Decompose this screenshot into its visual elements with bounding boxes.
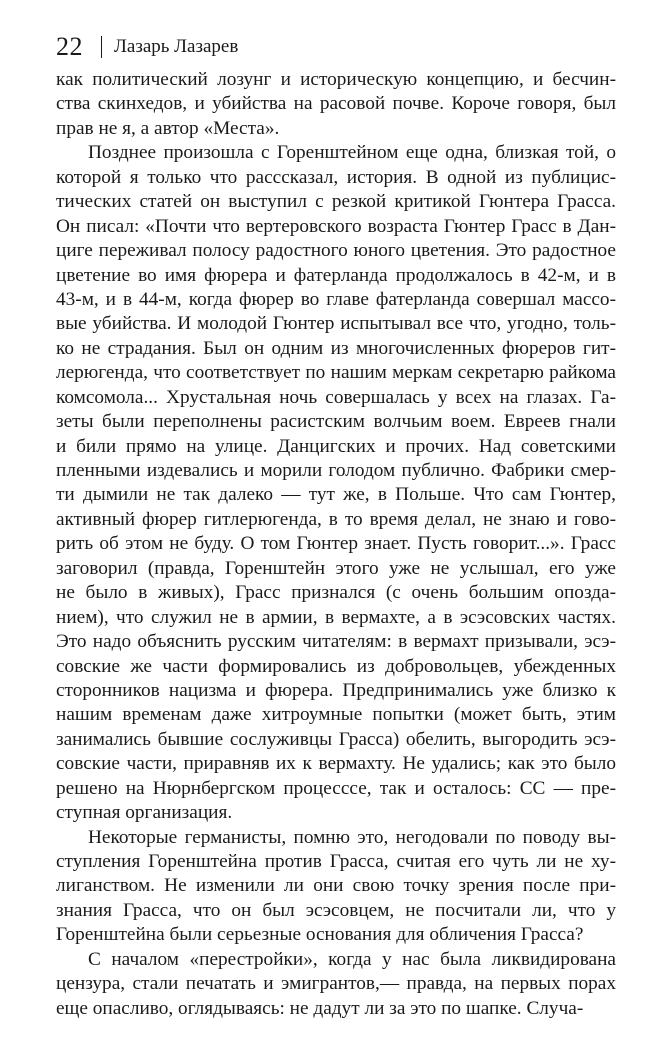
text-line: цензура, стали печатать и эмигрантов,— правда, на первых порах [56, 973, 616, 995]
running-head: Лазарь Лазарев [114, 36, 239, 57]
header-divider [101, 36, 102, 58]
text-line: Это надо объяснить русским читателям: в вермахт призывали, эсэ- [56, 631, 616, 653]
text-line: как политический лозунг и историческую концепцию, и бесчин- [56, 69, 616, 90]
text-line: С началом «перестройки», когда у нас была ликвидирована [88, 948, 616, 970]
text-line: вые убийства. И молодой Гюнтер испытывал все что, угодно, толь- [56, 313, 616, 335]
text-line: Позднее произошла с Горенштейном еще одна, близкая той, о [88, 142, 616, 164]
text-line: лерюгенда, что соответствует по нашим меркам секретарю райкома [56, 362, 616, 384]
text-line: заговорил (правда, Горенштейн этого уже не услышал, его уже [56, 557, 616, 579]
text-line: ко не страдания. Был он одним из многочисленных фюреров гит- [56, 337, 616, 359]
text-line: совские части, приравняв их к вермахту. Не удались; как это было [56, 753, 616, 775]
text-line: Он писал: «Почти что вертеровского возраста Гюнтер Грасс в Дан- [56, 215, 616, 237]
text-line: тических статей он выступил с резкой критикой Гюнтера Грасса. [56, 191, 616, 213]
text-line: комсомола... Хрустальная ночь совершалась у всех на глазах. Га- [56, 386, 616, 408]
text-line: нашим временам даже хитроумные попытки (может быть, этим [56, 704, 616, 726]
text-line: цветение во имя фюрера и фатерланда продолжалось в 42-м, и в [56, 264, 616, 286]
text-line: еще опасливо, оглядываясь: не дадут ли за это по шапке. Случа- [56, 997, 584, 1019]
paragraph [56, 826, 616, 948]
paragraph [56, 948, 616, 1021]
text-line: решено на Нюрнбергском процесссе, так и осталось: СС — пре- [56, 777, 616, 799]
text-line: прав не я, а автор «Места». [56, 117, 280, 139]
text-line: активный фюрер гитлерюгенда, в то время делал, не знаю и гово- [56, 508, 616, 530]
text-line: циге переживал полосу радостного юного цветения. Это радостное [56, 240, 616, 262]
text-line: нием), что служил не в армии, в вермахте, а в эсэсовских частях. [56, 606, 616, 628]
text-line: и били прямо на улице. Данцигских и прочих. Над советскими [56, 435, 616, 457]
book-page [56, 30, 616, 1021]
paragraph [56, 68, 616, 141]
text-line: зеты были переполнены расистским волчьим воем. Евреев гнали [56, 411, 616, 433]
paragraph [56, 141, 616, 825]
text-line: ступная организация. [56, 802, 233, 824]
text-line: ти дымили не так далеко — тут же, в Польше. Что сам Гюнтер, [56, 484, 616, 506]
text-line: лиганством. Не изменили ли они свою точку зрения после при- [56, 875, 616, 897]
text-line: ства скинхедов, и убийства на расовой почве. Короче говоря, был [56, 93, 616, 115]
text-line: знания Грасса, что он был эсэсовцем, не посчитали ли, что у [56, 899, 616, 921]
text-line: не было в живых), Грасс признался (с очень большим опозда- [56, 582, 616, 604]
text-line: рить об этом не буду. О том Гюнтер знает. Пусть говорит...». Грасс [56, 533, 616, 555]
text-line: ступления Горенштейна против Грасса, считая его чуть ли не ху- [56, 851, 616, 872]
page-header [56, 30, 616, 64]
text-line: занимались бывшие сослуживцы Грасса) обелить, выгородить эсэ- [56, 728, 616, 750]
text-line: которой я только что расссказал, история. В одной из публицис- [56, 166, 616, 188]
text-line: совские же части формировались из добровольцев, убежденных [56, 655, 616, 677]
text-line: 43-м, и в 44-м, когда фюрер во главе фатерланда совершал массо- [56, 288, 616, 310]
text-line: Горенштейна были серьезные основания для обличения Грасса? [56, 924, 584, 946]
text-line: пленными издевались и морили голодом публично. Фабрики смер- [56, 460, 616, 481]
page-number: 22 [56, 32, 83, 61]
text-line: сторонников нацизма и фюрера. Предпринимались уже близко к [56, 679, 616, 701]
text-line: Некоторые германисты, помню это, негодовали по поводу вы- [88, 826, 616, 848]
body-text [56, 68, 616, 1021]
